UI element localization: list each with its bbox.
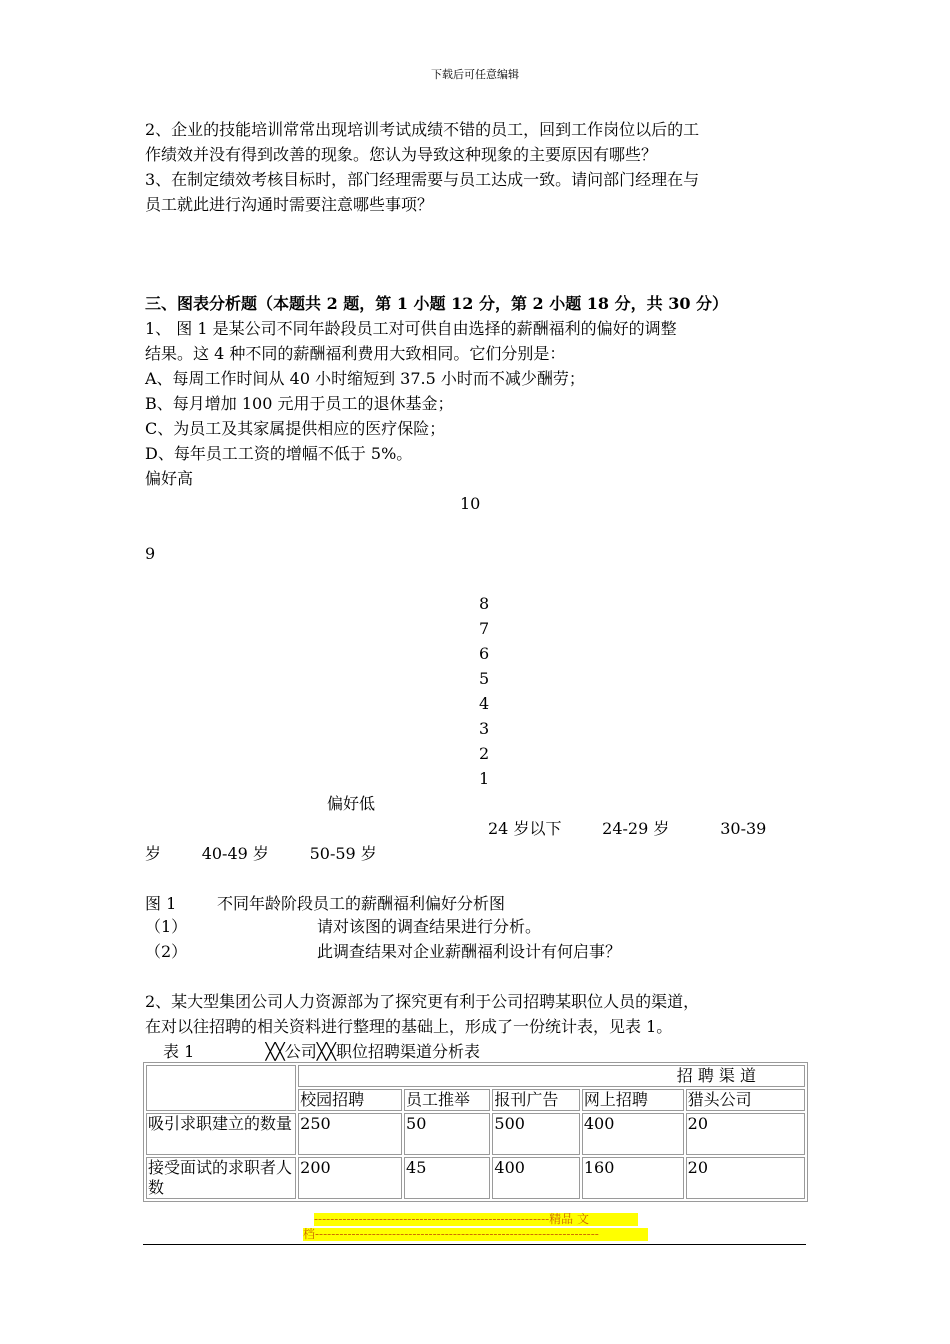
row-label: 接受面试的求职者人数: [146, 1157, 296, 1199]
sub-question-2-text: 此调查结果对企业薪酬福利设计有何启事？: [317, 942, 622, 961]
tick-label-7: 7: [479, 619, 490, 638]
table-cell: 20: [686, 1157, 805, 1199]
tick-label-1: 1: [479, 769, 490, 788]
question-3-line-2: 员工就此进行沟通时需要注意哪些事项？: [145, 195, 434, 214]
tick-label-10: 10: [460, 494, 481, 513]
table-row: [146, 1113, 805, 1155]
age-group-labels-line-1: 24 岁以下 24-29 岁 30-39: [488, 819, 767, 838]
table-cell: 500: [492, 1113, 579, 1155]
tick-label-8: 8: [479, 594, 490, 613]
problem-2-line-1: 2、某大型集团公司人力资源部为了探究更有利于公司招聘某职位人员的渠道，: [145, 992, 700, 1011]
tick-label-9: 9: [145, 544, 156, 563]
table-cell: 20: [686, 1113, 805, 1155]
question-2-line-2: 作绩效并没有得到改善的现象。您认为导致这种现象的主要原因有哪些？: [145, 145, 658, 164]
column-header: 网上招聘: [582, 1089, 684, 1111]
preference-high-label: 偏好高: [145, 469, 194, 488]
table-cell: 250: [298, 1113, 402, 1155]
page-header: 下载后可任意编辑: [431, 68, 519, 81]
table-cell: 400: [492, 1157, 579, 1199]
problem-1-line-1: 1、 图 1 是某公司不同年龄段员工对可供自由选择的薪酬福利的偏好的调整: [145, 319, 677, 338]
tick-label-4: 4: [479, 694, 490, 713]
column-header: 校园招聘: [298, 1089, 402, 1111]
problem-2-line-2: 在对以往招聘的相关资料进行整理的基础上，形成了一份统计表，见表 1。: [145, 1017, 673, 1036]
option-a: A、每周工作时间从 40 小时缩短到 37.5 小时而不减少酬劳；: [145, 369, 585, 388]
sub-question-1-text: 请对该图的调查结果进行分析。: [317, 917, 542, 936]
table-cell: 50: [404, 1113, 490, 1155]
table-header-row-1: [146, 1065, 805, 1087]
footer-watermark-line-1: ----------------------------------------------------------精品 文: [314, 1213, 638, 1226]
tick-label-6: 6: [479, 644, 490, 663]
column-header: 报刊广告: [492, 1089, 579, 1111]
table-cell: 200: [298, 1157, 402, 1199]
table-title: 表 1 ╳╳公司╳╳职位招聘渠道分析表: [163, 1042, 481, 1061]
option-d: D、每年员工工资的增幅不低于 5%。: [145, 444, 413, 463]
column-header: 员工推举: [404, 1089, 490, 1111]
figure-caption: 图 1 不同年龄阶段员工的薪酬福利偏好分析图: [145, 894, 505, 913]
question-3-line-1: 3、在制定绩效考核目标时，部门经理需要与员工达成一致。请问部门经理在与: [145, 170, 700, 189]
table-corner-cell: [146, 1065, 296, 1111]
table-cell: 160: [582, 1157, 684, 1199]
recruitment-channel-header: 招 聘 渠 道: [298, 1065, 805, 1087]
option-c: C、为员工及其家属提供相应的医疗保险；: [145, 419, 446, 438]
tick-label-3: 3: [479, 719, 490, 738]
footer-divider: [143, 1244, 806, 1245]
row-label: 吸引求职建立的数量: [146, 1113, 296, 1155]
tick-label-5: 5: [479, 669, 490, 688]
footer-watermark-line-2: 档----------------------------------------------------------------------: [303, 1228, 648, 1241]
table-cell: 400: [582, 1113, 684, 1155]
section-3-title: 三、图表分析题（本题共 2 题，第 1 小题 12 分，第 2 小题 18 分，共 30 分）: [145, 294, 729, 313]
sub-question-2-number: （2）: [145, 942, 188, 961]
table-row: [146, 1157, 805, 1199]
table-cell: 45: [404, 1157, 490, 1199]
question-2-line-1: 2、企业的技能培训常常出现培训考试成绩不错的员工，回到工作岗位以后的工: [145, 120, 700, 139]
option-b: B、每月增加 100 元用于员工的退休基金；: [145, 394, 454, 413]
recruitment-channel-table: [143, 1062, 808, 1202]
column-header: 猎头公司: [686, 1089, 805, 1111]
preference-low-label: 偏好低: [327, 794, 376, 813]
sub-question-1-number: （1）: [145, 917, 188, 936]
age-group-labels-line-2: 岁 40-49 岁 50-59 岁: [145, 844, 377, 863]
problem-1-line-2: 结果。这 4 种不同的薪酬福利费用大致相同。它们分别是：: [145, 344, 566, 363]
tick-label-2: 2: [479, 744, 490, 763]
